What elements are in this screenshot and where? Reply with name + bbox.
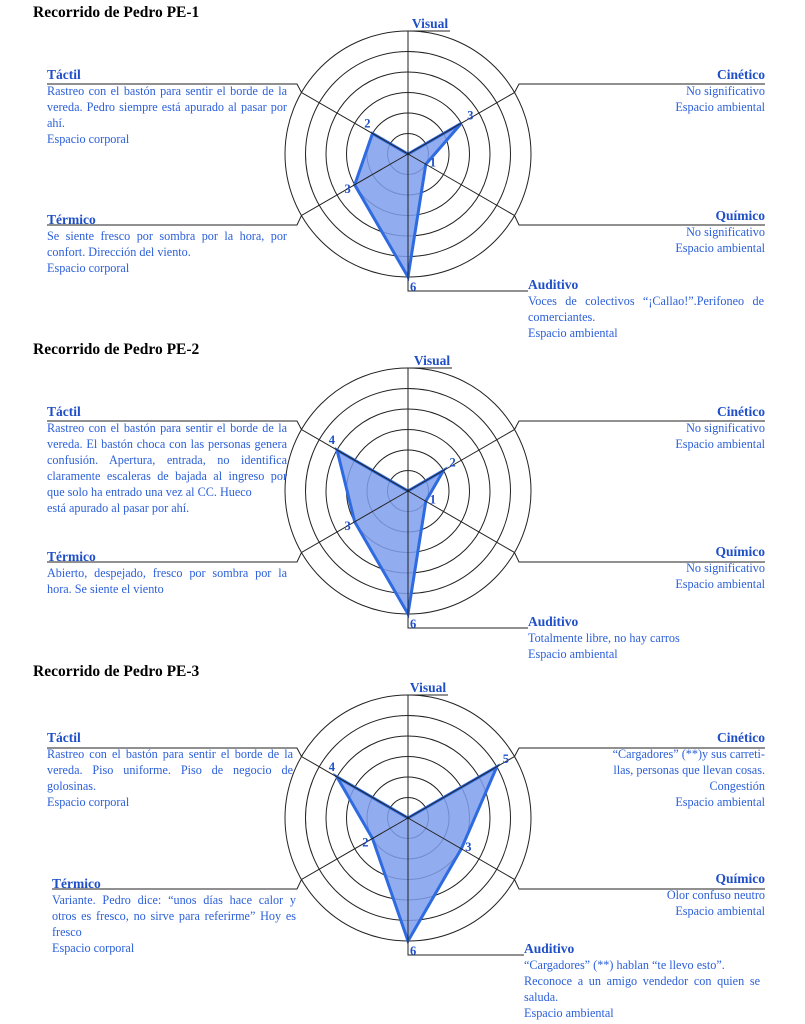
value-label-termico: 3 [344, 181, 351, 196]
termico-description: Térmico Se siente fresco por sombra por la hora, por confort. Dirección del viento. Espacio corporal [47, 212, 287, 275]
value-label-cinetico: 3 [467, 108, 474, 123]
axis-title-cinetico: Cinético [717, 67, 765, 82]
axis-title-quimico: Químico [715, 544, 765, 559]
radar-panel-pe2 [0, 341, 805, 681]
value-label-termico: 2 [362, 835, 369, 850]
cinetico-description: Cinético No significativo Espacio ambiental [560, 403, 765, 452]
axis-title-cinetico: Cinético [717, 730, 765, 745]
tactil-description: Táctil Rastreo con el bastón para sentir el borde de la vereda. Piso uniforme. Piso de negocio de golosinas. Espacio corporal [47, 730, 293, 809]
value-label-tactil: 4 [328, 760, 335, 774]
quimico-description: Químico Olor confuso neutro Espacio ambiental [600, 870, 765, 919]
axis-title-auditivo: Auditivo [528, 614, 579, 629]
axis-title-auditivo: Auditivo [524, 941, 575, 956]
tactil-description: Táctil Rastreo con el bastón para sentir el borde de la vereda. El bastón choca con las personas genera confusión. Apertura, entrada, no identifica claramente escaleras de bajada al ingreso por que solo ha entrado una vez al CC. Hueco está apurado al pasar por ahí. [47, 404, 287, 515]
data-polygon [337, 450, 444, 614]
axis-title-quimico: Químico [715, 871, 765, 886]
value-label-tactil: 4 [328, 433, 335, 447]
value-label-cinetico: 5 [502, 751, 510, 766]
chart-title: Recorrido de Pedro PE-2 [33, 341, 200, 358]
value-label-quimico: 3 [465, 839, 472, 854]
quimico-description: Químico No significativo Espacio ambiental [560, 543, 765, 592]
tactil-description: Táctil Rastreo con el bastón para sentir el borde de la vereda. Pedro siempre está apurado al pasar por ahí. Espacio corporal [47, 67, 287, 146]
axis-title-termico: Térmico [52, 876, 101, 891]
axis-title-visual: Visual [413, 353, 451, 368]
cinetico-description: Cinético “Cargadores” (**)y sus carreti-llas, personas que llevan cosas. Congestión Espacio ambiental [595, 729, 765, 810]
value-label-tactil: 2 [364, 116, 371, 131]
axis-title-tactil: Táctil [47, 67, 81, 82]
value-label-auditivo: 6 [410, 617, 417, 631]
chart-title: Recorrido de Pedro PE-3 [33, 663, 200, 680]
termico-description: Térmico Abierto, despejado, fresco por sombra por la hora. Se siente el viento [47, 549, 287, 596]
axis-title-quimico: Químico [715, 208, 765, 223]
auditivo-description: Auditivo Totalmente libre, no hay carros Espacio ambiental [528, 613, 764, 662]
radar-panel-pe1 [0, 4, 805, 344]
termico-description: Térmico Variante. Pedro dice: “unos días hace calor y otros es fresco, no sirve para referirme” Hoy es fresco Espacio corporal [52, 876, 296, 955]
value-label-cinetico: 2 [449, 455, 456, 470]
value-label-auditivo: 6 [410, 944, 417, 958]
axis-title-visual: Visual [409, 680, 447, 695]
axis-title-visual: Visual [411, 16, 449, 31]
axis-title-cinetico: Cinético [717, 404, 765, 419]
axis-title-auditivo: Auditivo [528, 277, 579, 292]
axis-title-tactil: Táctil [47, 404, 81, 419]
axis-title-termico: Térmico [47, 549, 96, 564]
cinetico-description: Cinético No significativo Espacio ambiental [560, 66, 765, 115]
value-label-quimico: 1 [429, 492, 437, 507]
quimico-description: Químico No significativo Espacio ambiental [560, 207, 765, 256]
chart-title: Recorrido de Pedro PE-1 [33, 4, 200, 21]
value-label-auditivo: 6 [410, 280, 417, 294]
value-label-termico: 3 [344, 518, 351, 533]
auditivo-description: Auditivo “Cargadores” (**) hablan “te llevo esto”. Reconoce a un amigo vendedor con quien se saluda. Espacio ambiental [524, 941, 760, 1020]
value-label-quimico: 1 [429, 155, 437, 170]
axis-title-tactil: Táctil [47, 730, 81, 745]
radar-panel-pe3 [0, 663, 805, 1024]
auditivo-description: Auditivo Voces de colectivos “¡Callao!”.Perifoneo de comerciantes. Espacio ambiental [528, 277, 764, 340]
data-polygon [337, 767, 497, 941]
axis-title-termico: Térmico [47, 212, 96, 227]
